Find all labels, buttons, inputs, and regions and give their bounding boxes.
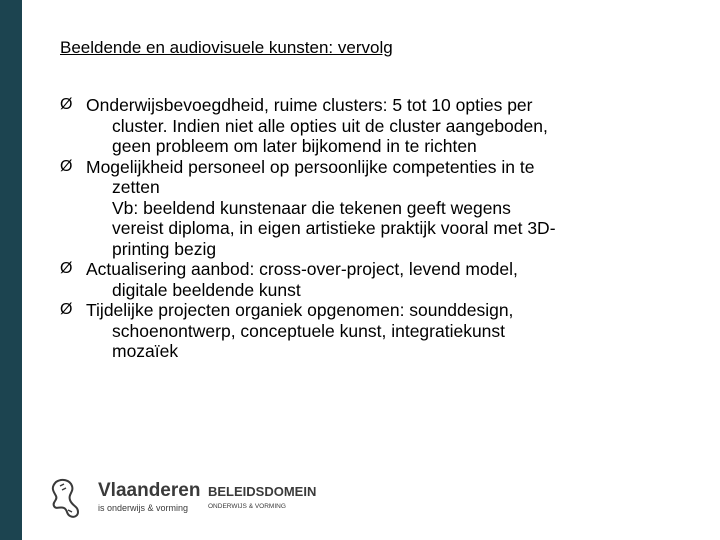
bullet-item	[60, 259, 680, 300]
bullet-line: cluster. Indien niet alle opties uit de cluster aangeboden,	[112, 115, 548, 136]
brand-name: Vlaanderen	[98, 480, 201, 501]
slide-title: Beeldende en audiovisuele kunsten: vervolg	[60, 38, 393, 57]
footer-logo-block	[48, 476, 348, 520]
arrow-bullet-icon: Ø	[60, 260, 73, 277]
bullet-line: Actualisering aanbod: cross-over-project, levend model,	[86, 259, 518, 279]
side-accent-bar	[0, 0, 22, 540]
bullet-item	[60, 157, 680, 260]
sub-bullet-line: Vb: beeldend kunstenaar die tekenen geeft wegens	[112, 197, 511, 218]
bullet-line: Onderwijsbevoegdheid, ruime clusters: 5 tot 10 opties per	[86, 95, 533, 115]
bullet-list	[60, 95, 680, 362]
sub-bullet-line: printing bezig	[112, 238, 217, 259]
bullet-item	[60, 300, 680, 362]
arrow-bullet-icon: Ø	[60, 157, 73, 175]
bullet-line: geen probleem om later bijkomend in te richten	[112, 136, 477, 156]
sub-bullet-line: vereist diploma, in eigen artistieke praktijk vooral met 3D-	[112, 218, 556, 238]
brand-tagline: is onderwijs & vorming	[98, 503, 189, 513]
arrow-bullet-icon: Ø	[60, 301, 73, 318]
domain-name: BELEIDSDOMEIN	[208, 484, 317, 499]
bullet-line: schoenontwerp, conceptuele kunst, integratiekunst	[112, 320, 506, 341]
domain-tagline: ONDERWIJS & VORMING	[208, 503, 286, 510]
flemish-lion-icon	[48, 476, 84, 520]
bullet-line: zetten	[112, 177, 160, 197]
arrow-bullet-icon: Ø	[60, 96, 73, 113]
bullet-line: mozaïek	[112, 341, 179, 361]
bullet-line: Mogelijkheid personeel op persoonlijke competenties in te	[86, 156, 535, 177]
bullet-line: digitale beeldende kunst	[112, 279, 301, 300]
bullet-line: Tijdelijke projecten organiek opgenomen: sounddesign,	[86, 300, 514, 320]
bullet-item	[60, 95, 680, 157]
